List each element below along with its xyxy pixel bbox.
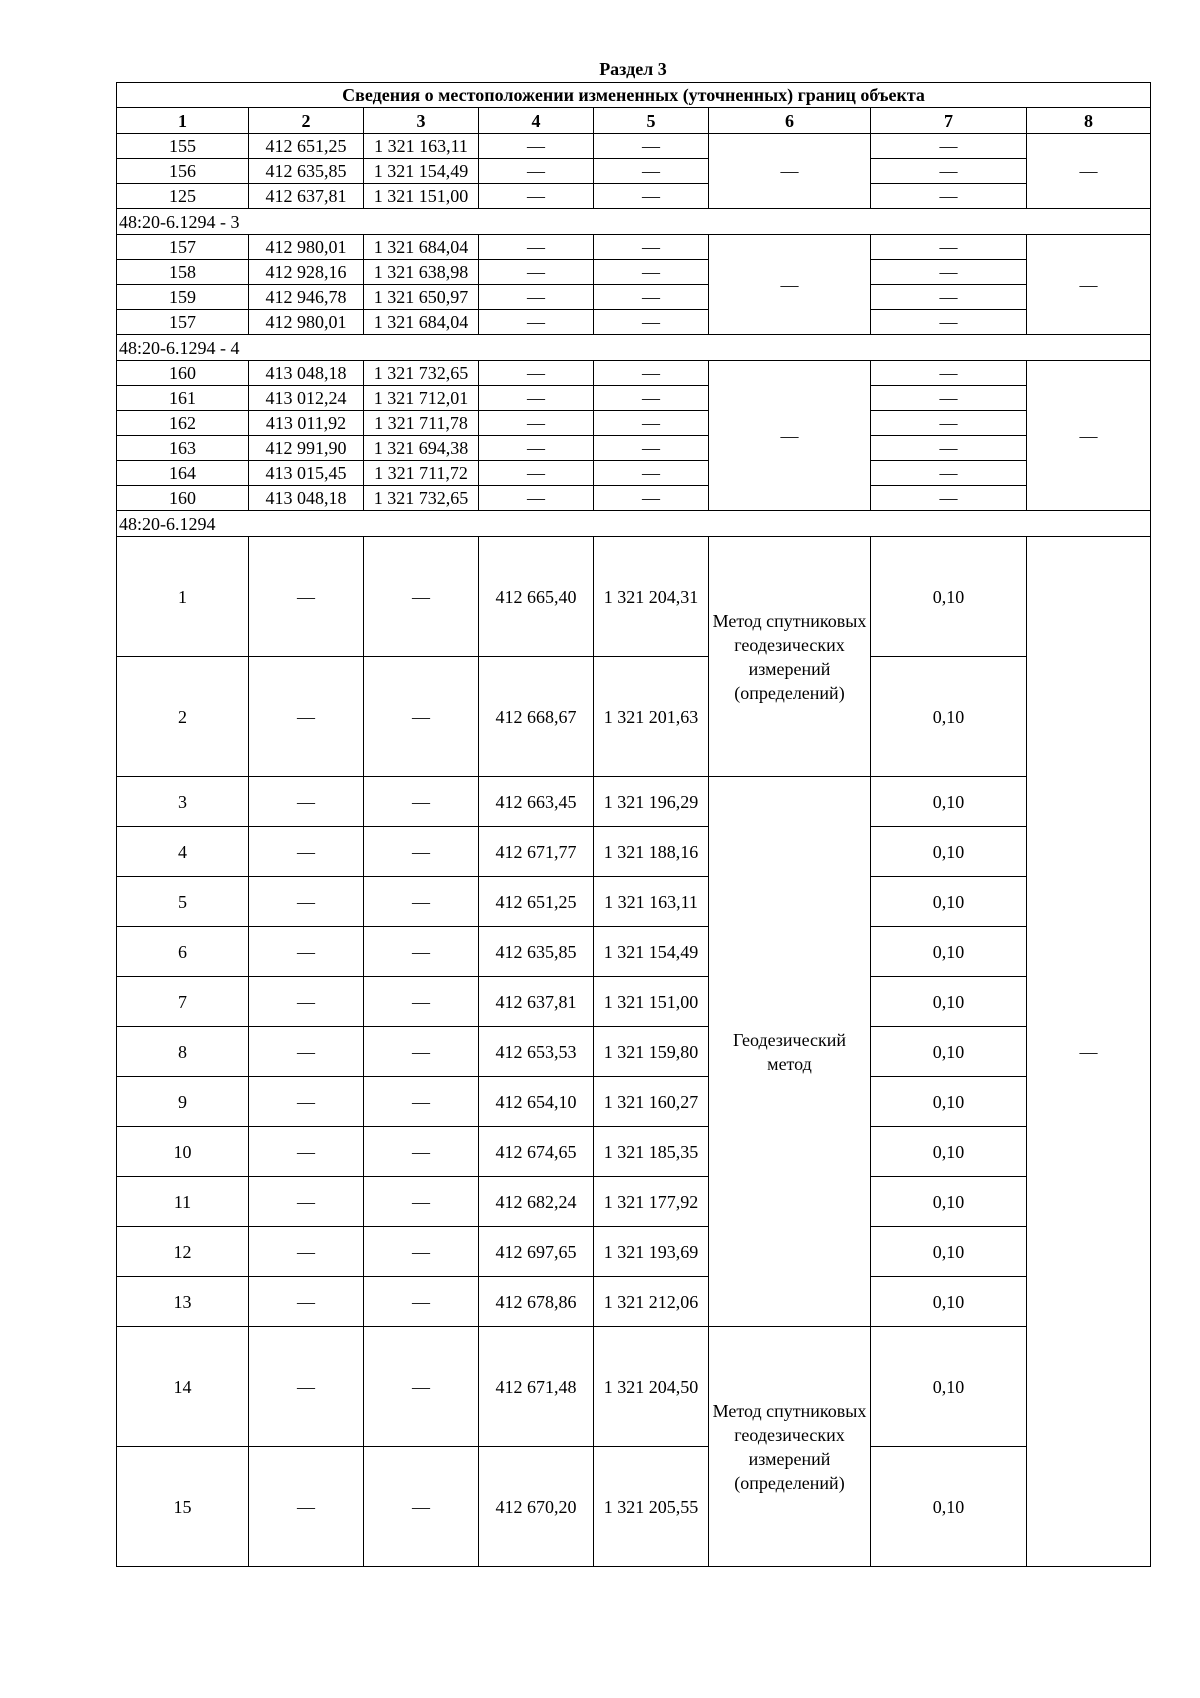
group-label: 48:20-6.1294 - 4 — [117, 335, 1151, 361]
dash-cell: — — [871, 134, 1027, 159]
dash-cell: — — [1027, 235, 1151, 335]
group-label: 48:20-6.1294 — [117, 511, 1151, 537]
accuracy-value: 0,10 — [871, 657, 1027, 777]
coordinate-y: 1 321 212,06 — [594, 1277, 709, 1327]
coordinate-x: 413 012,24 — [249, 386, 364, 411]
dash-cell: — — [594, 285, 709, 310]
dash-cell: — — [594, 184, 709, 209]
coordinate-y: 1 321 711,78 — [364, 411, 479, 436]
dash-cell: — — [479, 310, 594, 335]
dash-cell: — — [364, 1447, 479, 1567]
coordinate-x: 412 991,90 — [249, 436, 364, 461]
accuracy-value: 0,10 — [871, 1447, 1027, 1567]
coordinate-x: 412 697,65 — [479, 1227, 594, 1277]
dash-cell: — — [594, 134, 709, 159]
table-row — [117, 1327, 1151, 1447]
caption-row — [117, 83, 1151, 108]
coordinate-y: 1 321 204,50 — [594, 1327, 709, 1447]
coordinate-y: 1 321 159,80 — [594, 1027, 709, 1077]
coordinate-y: 1 321 154,49 — [594, 927, 709, 977]
dash-cell: — — [364, 1177, 479, 1227]
dash-cell: — — [594, 386, 709, 411]
table-row — [117, 777, 1151, 827]
table-row — [117, 1447, 1151, 1567]
dash-cell: — — [594, 486, 709, 511]
coordinate-y: 1 321 201,63 — [594, 657, 709, 777]
accuracy-value: 0,10 — [871, 777, 1027, 827]
point-number: 155 — [117, 134, 249, 159]
coordinate-x: 412 980,01 — [249, 310, 364, 335]
dash-cell: — — [249, 537, 364, 657]
coordinate-x: 413 015,45 — [249, 461, 364, 486]
dash-cell: — — [871, 436, 1027, 461]
column-number: 8 — [1027, 108, 1151, 134]
dash-cell: — — [479, 159, 594, 184]
coordinate-y: 1 321 163,11 — [364, 134, 479, 159]
dash-cell: — — [364, 877, 479, 927]
table-row — [117, 361, 1151, 386]
coordinate-y: 1 321 712,01 — [364, 386, 479, 411]
table-row — [117, 827, 1151, 877]
dash-cell: — — [479, 386, 594, 411]
method-cell: Метод спутниковых геодезических измерений (определений) — [709, 537, 871, 777]
table-row — [117, 537, 1151, 657]
column-number-row — [117, 108, 1151, 134]
method-cell: Геодезический метод — [709, 777, 871, 1327]
table-row — [117, 486, 1151, 511]
coordinate-y: 1 321 638,98 — [364, 260, 479, 285]
coordinate-y: 1 321 684,04 — [364, 310, 479, 335]
table-caption: Сведения о местоположении измененных (уточненных) границ объекта — [117, 83, 1151, 108]
dash-cell: — — [479, 461, 594, 486]
coordinate-x: 412 653,53 — [479, 1027, 594, 1077]
dash-cell: — — [479, 486, 594, 511]
coordinate-x: 412 665,40 — [479, 537, 594, 657]
point-number: 6 — [117, 927, 249, 977]
dash-cell: — — [364, 1027, 479, 1077]
coordinate-x: 412 654,10 — [479, 1077, 594, 1127]
coordinate-y: 1 321 205,55 — [594, 1447, 709, 1567]
accuracy-value: 0,10 — [871, 927, 1027, 977]
point-number: 14 — [117, 1327, 249, 1447]
coordinate-x: 412 670,20 — [479, 1447, 594, 1567]
point-number: 162 — [117, 411, 249, 436]
accuracy-value: 0,10 — [871, 977, 1027, 1027]
point-number: 156 — [117, 159, 249, 184]
dash-cell: — — [871, 184, 1027, 209]
method-cell: Метод спутниковых геодезических измерений (определений) — [709, 1327, 871, 1567]
table-row — [117, 657, 1151, 777]
table-row — [117, 1227, 1151, 1277]
dash-cell: — — [871, 310, 1027, 335]
point-number: 9 — [117, 1077, 249, 1127]
coordinate-x: 412 678,86 — [479, 1277, 594, 1327]
dash-cell: — — [364, 1227, 479, 1277]
coordinate-y: 1 321 650,97 — [364, 285, 479, 310]
coordinate-x: 412 663,45 — [479, 777, 594, 827]
coordinate-x: 412 682,24 — [479, 1177, 594, 1227]
dash-cell: — — [249, 1227, 364, 1277]
coordinate-y: 1 321 185,35 — [594, 1127, 709, 1177]
dash-cell: — — [871, 235, 1027, 260]
coordinate-x: 413 048,18 — [249, 486, 364, 511]
dash-cell: — — [594, 361, 709, 386]
table-row — [117, 1177, 1151, 1227]
accuracy-value: 0,10 — [871, 1327, 1027, 1447]
coordinate-x: 412 635,85 — [479, 927, 594, 977]
group-label: 48:20-6.1294 - 3 — [117, 209, 1151, 235]
accuracy-value: 0,10 — [871, 1077, 1027, 1127]
table-row — [117, 1277, 1151, 1327]
point-number: 160 — [117, 361, 249, 386]
point-number: 158 — [117, 260, 249, 285]
dash-cell: — — [871, 285, 1027, 310]
dash-cell: — — [594, 411, 709, 436]
dash-cell: — — [871, 386, 1027, 411]
dash-cell: — — [479, 361, 594, 386]
accuracy-value: 0,10 — [871, 1177, 1027, 1227]
table-row — [117, 386, 1151, 411]
table-row — [117, 436, 1151, 461]
dash-cell: — — [249, 1447, 364, 1567]
dash-cell: — — [249, 1127, 364, 1177]
point-number: 11 — [117, 1177, 249, 1227]
dash-cell: — — [364, 1277, 479, 1327]
table-row — [117, 184, 1151, 209]
coordinate-y: 1 321 196,29 — [594, 777, 709, 827]
coordinate-x: 412 651,25 — [479, 877, 594, 927]
dash-cell: — — [479, 260, 594, 285]
dash-cell: — — [594, 436, 709, 461]
dash-cell: — — [249, 827, 364, 877]
table-row — [117, 927, 1151, 977]
dash-cell: — — [479, 411, 594, 436]
group-label-row — [117, 335, 1151, 361]
dash-cell: — — [364, 1127, 479, 1177]
coordinate-x: 412 637,81 — [479, 977, 594, 1027]
table-row — [117, 134, 1151, 159]
coordinate-y: 1 321 204,31 — [594, 537, 709, 657]
coordinate-y: 1 321 188,16 — [594, 827, 709, 877]
dash-cell: — — [364, 1077, 479, 1127]
dash-cell: — — [871, 260, 1027, 285]
coordinate-x: 413 011,92 — [249, 411, 364, 436]
point-number: 2 — [117, 657, 249, 777]
dash-cell: — — [594, 310, 709, 335]
column-number: 1 — [117, 108, 249, 134]
coordinate-x: 413 048,18 — [249, 361, 364, 386]
accuracy-value: 0,10 — [871, 827, 1027, 877]
point-number: 163 — [117, 436, 249, 461]
column-number: 6 — [709, 108, 871, 134]
point-number: 3 — [117, 777, 249, 827]
dash-cell: — — [364, 927, 479, 977]
dash-cell: — — [249, 1327, 364, 1447]
column-number: 5 — [594, 108, 709, 134]
coordinate-x: 412 651,25 — [249, 134, 364, 159]
column-number: 3 — [364, 108, 479, 134]
coordinate-y: 1 321 151,00 — [594, 977, 709, 1027]
table-row — [117, 877, 1151, 927]
point-number: 1 — [117, 537, 249, 657]
dash-cell: — — [871, 159, 1027, 184]
dash-cell: — — [364, 777, 479, 827]
column-number: 2 — [249, 108, 364, 134]
coordinate-x: 412 671,48 — [479, 1327, 594, 1447]
coordinate-x: 412 674,65 — [479, 1127, 594, 1177]
coordinate-y: 1 321 163,11 — [594, 877, 709, 927]
table-row — [117, 411, 1151, 436]
dash-cell: — — [364, 657, 479, 777]
dash-cell: — — [594, 159, 709, 184]
accuracy-value: 0,10 — [871, 877, 1027, 927]
accuracy-value: 0,10 — [871, 1227, 1027, 1277]
dash-cell: — — [479, 184, 594, 209]
coordinate-y: 1 321 177,92 — [594, 1177, 709, 1227]
table-row — [117, 235, 1151, 260]
point-number: 125 — [117, 184, 249, 209]
coordinate-x: 412 928,16 — [249, 260, 364, 285]
coordinate-y: 1 321 732,65 — [364, 361, 479, 386]
table-row — [117, 285, 1151, 310]
point-number: 164 — [117, 461, 249, 486]
boundary-coordinates-table — [116, 82, 1151, 1567]
dash-cell: — — [364, 537, 479, 657]
group-label-row — [117, 209, 1151, 235]
point-number: 7 — [117, 977, 249, 1027]
point-number: 161 — [117, 386, 249, 411]
coordinate-x: 412 980,01 — [249, 235, 364, 260]
dash-cell: — — [364, 977, 479, 1027]
dash-cell: — — [249, 1177, 364, 1227]
coordinate-y: 1 321 684,04 — [364, 235, 479, 260]
dash-cell: — — [249, 657, 364, 777]
section-title: Раздел 3 — [599, 59, 667, 79]
dash-cell: — — [709, 361, 871, 511]
table-row — [117, 159, 1151, 184]
dash-cell: — — [249, 1077, 364, 1127]
dash-cell: — — [871, 361, 1027, 386]
coordinate-x: 412 946,78 — [249, 285, 364, 310]
point-number: 157 — [117, 235, 249, 260]
point-number: 159 — [117, 285, 249, 310]
coordinate-x: 412 668,67 — [479, 657, 594, 777]
coordinate-x: 412 637,81 — [249, 184, 364, 209]
coordinate-y: 1 321 193,69 — [594, 1227, 709, 1277]
dash-cell: — — [594, 260, 709, 285]
coordinate-x: 412 635,85 — [249, 159, 364, 184]
coordinate-x: 412 671,77 — [479, 827, 594, 877]
dash-cell: — — [709, 235, 871, 335]
point-number: 157 — [117, 310, 249, 335]
point-number: 13 — [117, 1277, 249, 1327]
table-row — [117, 260, 1151, 285]
accuracy-value: 0,10 — [871, 1027, 1027, 1077]
dash-cell: — — [364, 1327, 479, 1447]
group-label-row — [117, 511, 1151, 537]
column-number: 4 — [479, 108, 594, 134]
coordinate-y: 1 321 711,72 — [364, 461, 479, 486]
dash-cell: — — [249, 877, 364, 927]
dash-cell: — — [594, 461, 709, 486]
dash-cell: — — [871, 486, 1027, 511]
dash-cell: — — [479, 235, 594, 260]
point-number: 10 — [117, 1127, 249, 1177]
point-number: 5 — [117, 877, 249, 927]
dash-cell: — — [249, 927, 364, 977]
accuracy-value: 0,10 — [871, 1277, 1027, 1327]
point-number: 12 — [117, 1227, 249, 1277]
dash-cell: — — [871, 461, 1027, 486]
dash-cell: — — [1027, 537, 1151, 1567]
dash-cell: — — [249, 977, 364, 1027]
dash-cell: — — [594, 235, 709, 260]
dash-cell: — — [479, 436, 594, 461]
table-row — [117, 1127, 1151, 1177]
table-row — [117, 1077, 1151, 1127]
coordinate-y: 1 321 160,27 — [594, 1077, 709, 1127]
table-row — [117, 310, 1151, 335]
dash-cell: — — [249, 1277, 364, 1327]
coordinate-y: 1 321 694,38 — [364, 436, 479, 461]
point-number: 4 — [117, 827, 249, 877]
dash-cell: — — [479, 285, 594, 310]
column-number: 7 — [871, 108, 1027, 134]
dash-cell: — — [709, 134, 871, 209]
dash-cell: — — [1027, 134, 1151, 209]
dash-cell: — — [364, 827, 479, 877]
accuracy-value: 0,10 — [871, 537, 1027, 657]
coordinate-y: 1 321 732,65 — [364, 486, 479, 511]
point-number: 8 — [117, 1027, 249, 1077]
dash-cell: — — [1027, 361, 1151, 511]
dash-cell: — — [479, 134, 594, 159]
table-row — [117, 977, 1151, 1027]
accuracy-value: 0,10 — [871, 1127, 1027, 1177]
point-number: 160 — [117, 486, 249, 511]
table-row — [117, 461, 1151, 486]
dash-cell: — — [249, 1027, 364, 1077]
dash-cell: — — [871, 411, 1027, 436]
coordinate-y: 1 321 154,49 — [364, 159, 479, 184]
point-number: 15 — [117, 1447, 249, 1567]
coordinate-y: 1 321 151,00 — [364, 184, 479, 209]
table-row — [117, 1027, 1151, 1077]
dash-cell: — — [249, 777, 364, 827]
